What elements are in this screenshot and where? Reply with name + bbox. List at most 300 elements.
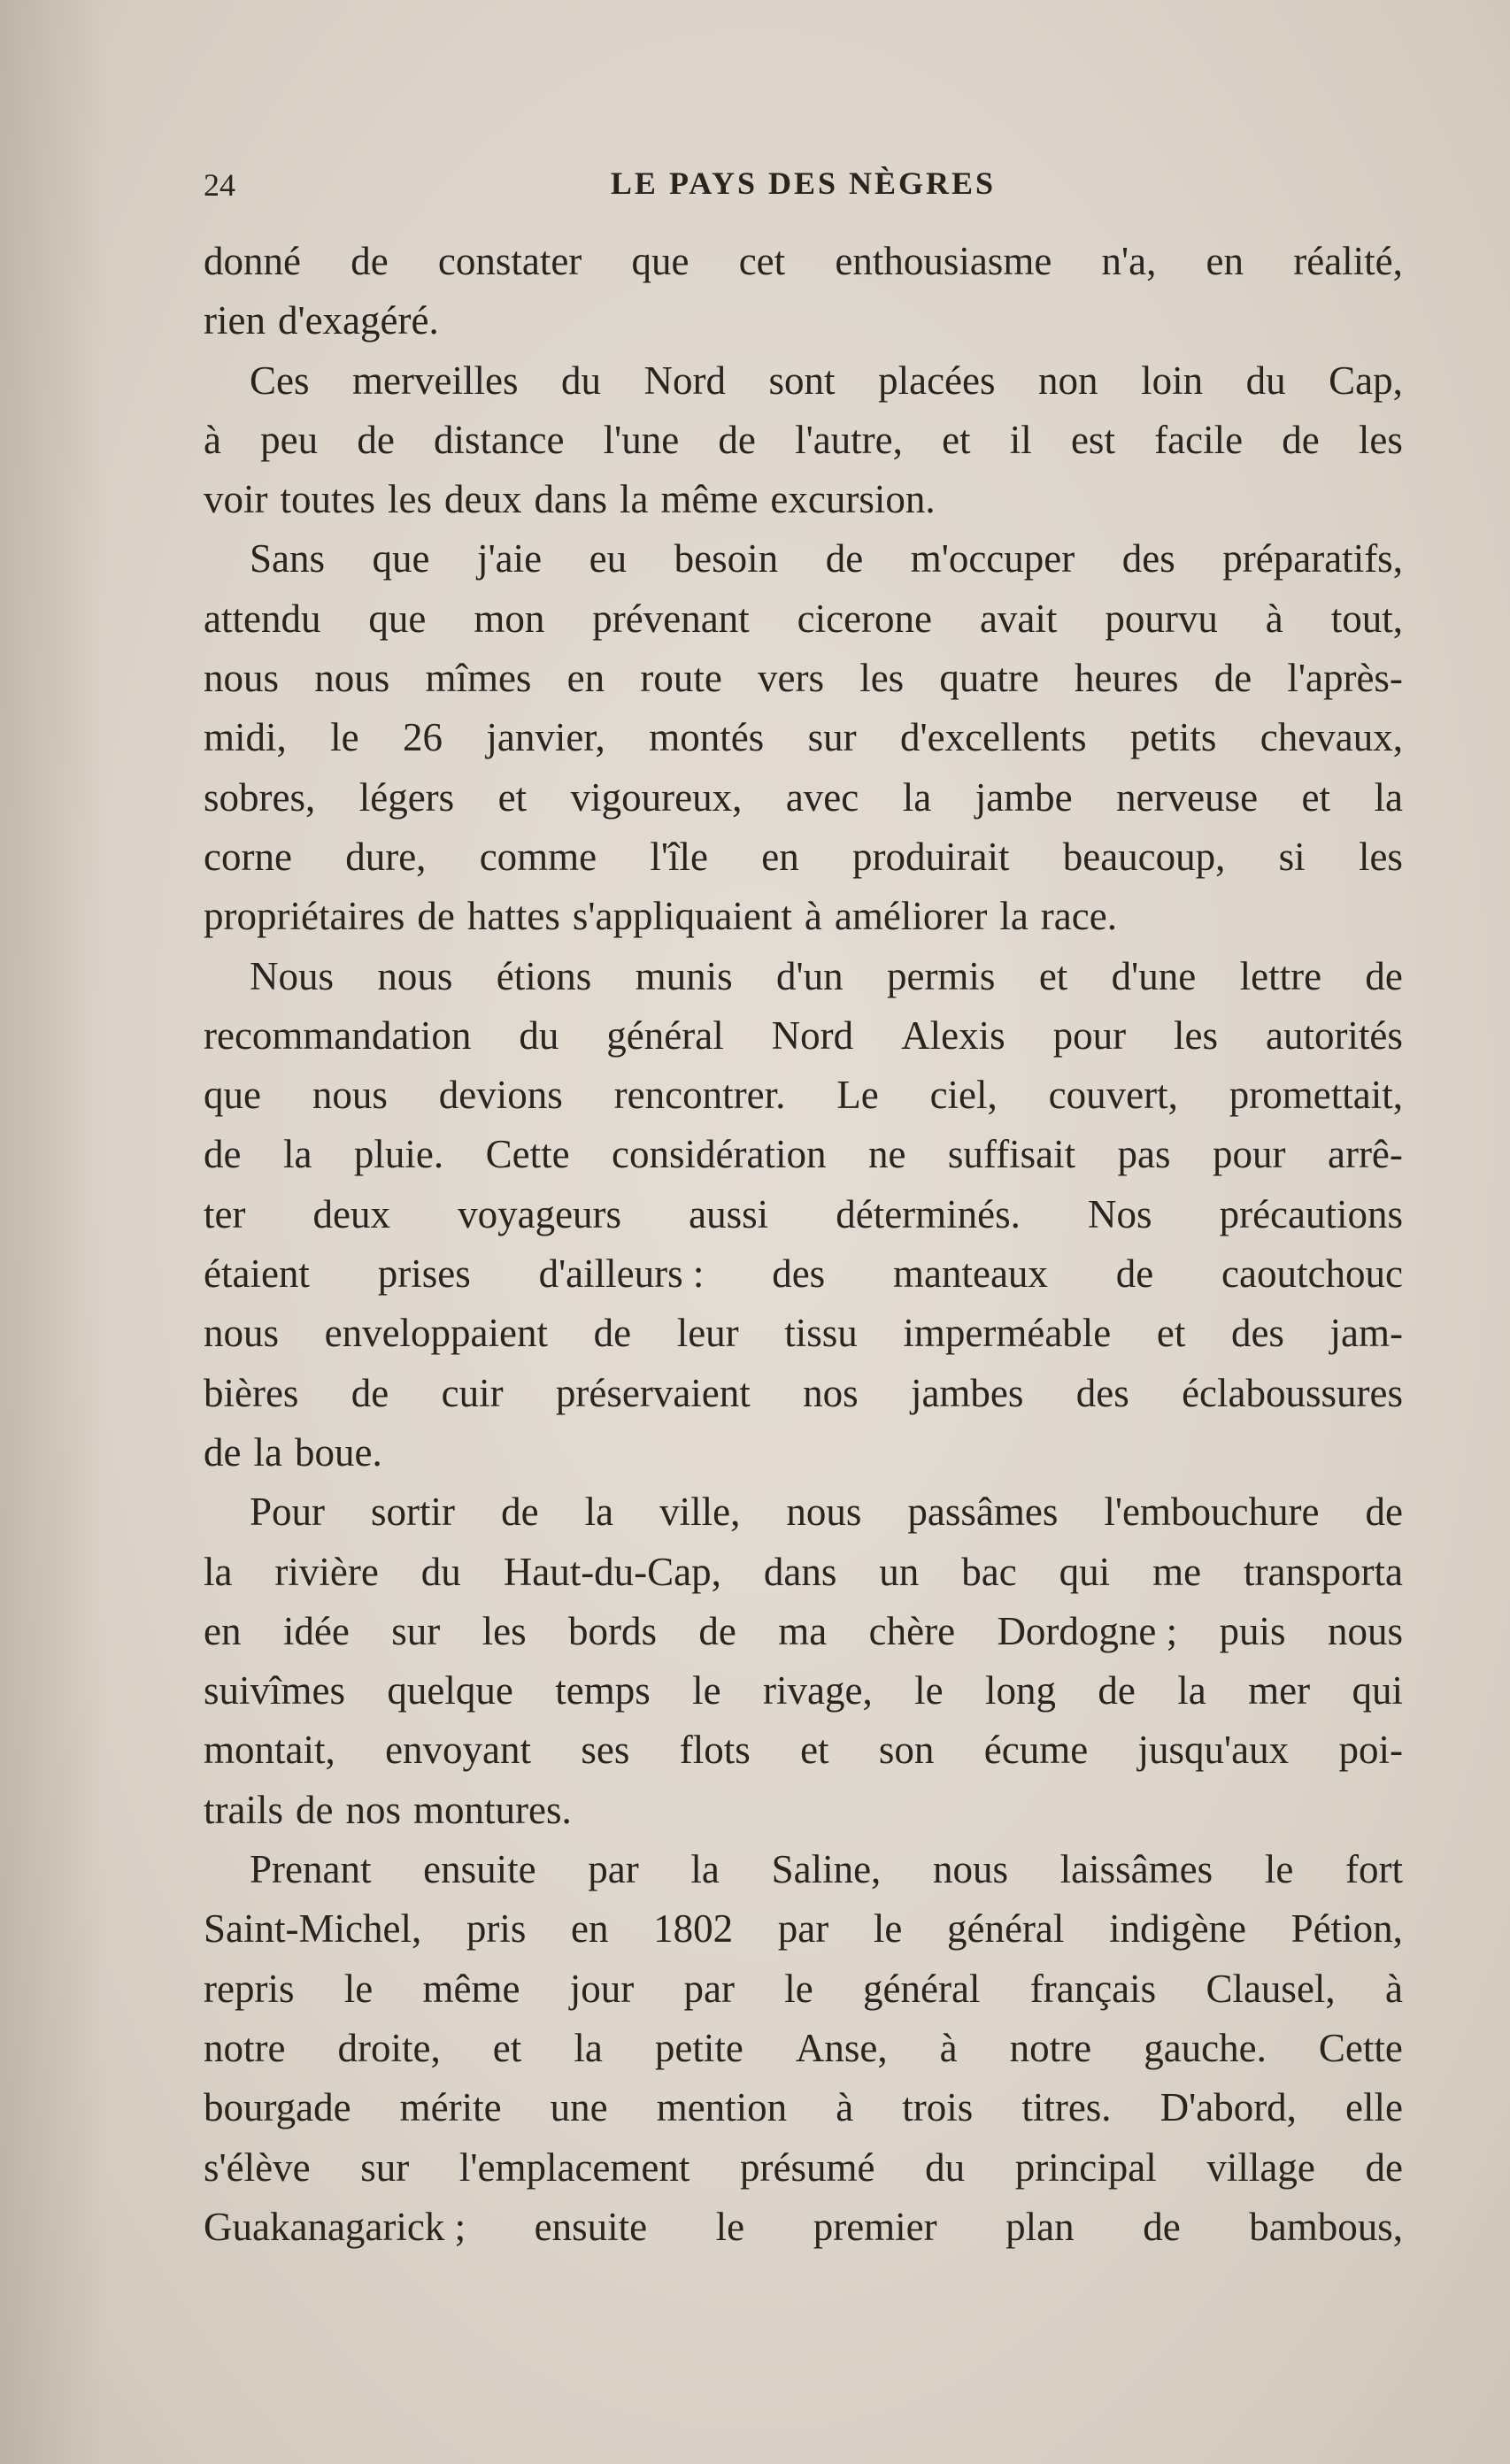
word: est	[1070, 417, 1115, 462]
word: corne	[204, 834, 292, 879]
running-title: LE PAYS DES NÈGRES	[610, 166, 997, 201]
word: à	[1265, 596, 1283, 641]
word: nerveuse	[1116, 774, 1259, 820]
word: enthousiasme	[835, 239, 1052, 283]
word: nous	[312, 1073, 388, 1118]
word: sortir	[371, 1490, 456, 1535]
page-number: 24	[204, 167, 235, 203]
word: jour	[569, 1966, 635, 2011]
word: de	[1365, 1490, 1403, 1535]
word: nous	[204, 1311, 280, 1356]
word: du	[925, 2144, 966, 2190]
word: hattes	[466, 894, 560, 939]
word: excursion.	[770, 477, 936, 522]
word: de	[1115, 1251, 1154, 1297]
word: facile	[1154, 417, 1244, 462]
word: 1802	[653, 1906, 734, 1952]
text-line	[204, 649, 1403, 708]
word: améliorer	[834, 894, 988, 939]
word: et	[800, 1728, 829, 1773]
text-line	[204, 529, 1403, 589]
word: par	[683, 1966, 735, 2011]
word: suffisait	[947, 1132, 1076, 1177]
word: pour	[1052, 1013, 1127, 1058]
word: 26	[403, 715, 443, 760]
word: un	[879, 1549, 920, 1594]
word: du	[1245, 358, 1286, 403]
text-line	[204, 1661, 1403, 1721]
word: de	[204, 1132, 242, 1177]
text-line	[204, 589, 1403, 649]
word: les	[482, 1608, 527, 1653]
word: de	[351, 1370, 389, 1415]
word: précautions	[1219, 1191, 1403, 1236]
word: non	[1038, 358, 1098, 403]
word: cet	[738, 239, 786, 283]
word: rivière	[274, 1549, 379, 1594]
word: nous	[1327, 1608, 1403, 1653]
word: Nord	[643, 358, 727, 403]
text-line	[204, 1899, 1403, 1959]
word: Cette	[1318, 2025, 1403, 2070]
word: s'appliquaient	[572, 894, 792, 939]
word: laissâmes	[1059, 1847, 1213, 1892]
word: pas	[1117, 1132, 1171, 1177]
text-line	[204, 1423, 1403, 1482]
word: Dordogne ;	[997, 1608, 1178, 1653]
word: peu	[260, 417, 319, 462]
word: quatre	[939, 656, 1039, 701]
word: de	[825, 536, 864, 581]
word: déterminés.	[836, 1191, 1021, 1236]
word: aussi	[689, 1191, 769, 1236]
word: la	[253, 1429, 282, 1475]
word: à	[204, 417, 221, 462]
word: ciel,	[929, 1073, 998, 1118]
word: Nous	[250, 953, 335, 998]
word: d'un	[776, 953, 844, 998]
word: les	[1358, 834, 1403, 879]
word: village	[1206, 2144, 1315, 2190]
word: si	[1278, 834, 1306, 879]
word: écume	[983, 1728, 1089, 1773]
word: propriétaires	[204, 894, 405, 939]
word: de	[593, 1311, 632, 1356]
text-line	[204, 1304, 1403, 1363]
word: la	[619, 477, 649, 522]
word: il	[1009, 417, 1032, 462]
word: ensuite	[423, 1847, 536, 1892]
word: notre	[1009, 2025, 1092, 2070]
word: trois	[902, 2085, 974, 2130]
word: le	[692, 1668, 721, 1713]
word: tissu	[784, 1311, 858, 1356]
word: recommandation	[204, 1013, 472, 1058]
word: éclaboussures	[1182, 1370, 1403, 1415]
page-header	[204, 159, 1403, 212]
word: merveilles	[352, 358, 519, 403]
text-line	[204, 291, 1403, 350]
word: prévenant	[592, 596, 750, 641]
text-line	[204, 708, 1403, 767]
word: avec	[785, 774, 859, 820]
word: général	[606, 1013, 724, 1058]
word: gauche.	[1144, 2025, 1267, 2070]
word: les	[1174, 1013, 1219, 1058]
text-line	[204, 768, 1403, 828]
word: pris	[466, 1906, 527, 1952]
word: bac	[961, 1549, 1017, 1594]
word: nous	[314, 656, 390, 701]
word: nos	[803, 1370, 859, 1415]
word: en	[761, 834, 799, 879]
word: flots	[679, 1728, 751, 1773]
word: jambes	[910, 1370, 1024, 1415]
word: que	[368, 596, 427, 641]
word: bords	[568, 1608, 657, 1653]
word: en	[571, 1906, 609, 1952]
word: préparatifs,	[1222, 536, 1403, 581]
word: la	[999, 894, 1028, 939]
word: mon	[474, 596, 545, 641]
word: le	[330, 715, 359, 760]
word: mérite	[399, 2085, 502, 2130]
word: arrê-	[1327, 1132, 1403, 1177]
word: deux	[444, 477, 522, 522]
word: munis	[635, 953, 733, 998]
word: Ces	[250, 358, 310, 403]
word: beaucoup,	[1062, 834, 1226, 879]
word: la	[204, 1549, 233, 1594]
word: les	[859, 656, 905, 701]
word: même	[660, 477, 759, 522]
word: général	[947, 1906, 1065, 1952]
word: de	[501, 1490, 539, 1535]
text-line	[204, 1781, 1403, 1840]
word: en	[566, 656, 605, 701]
word: des	[1075, 1370, 1129, 1415]
word: chevaux,	[1260, 715, 1403, 760]
word: repris	[204, 1966, 295, 2011]
word: dans	[534, 477, 607, 522]
word: la	[902, 774, 932, 820]
word: Saint-Michel,	[204, 1906, 422, 1952]
word: considération	[612, 1132, 827, 1177]
word: autorités	[1265, 1013, 1403, 1058]
word: notre	[204, 2025, 286, 2070]
word: le	[343, 1966, 374, 2011]
word: sont	[768, 358, 836, 403]
text-line	[204, 1244, 1403, 1304]
word: comme	[479, 834, 597, 879]
word: des	[1121, 536, 1175, 581]
word: et	[1156, 1311, 1186, 1356]
word: l'après-	[1287, 656, 1403, 701]
word: rien	[204, 298, 266, 343]
word: des	[772, 1251, 826, 1297]
word: le	[873, 1906, 903, 1952]
word: puis	[1219, 1608, 1286, 1653]
word: ensuite	[534, 2204, 648, 2249]
word: présumé	[740, 2144, 875, 2190]
word: une	[550, 2085, 608, 2130]
word: plan	[1005, 2204, 1075, 2249]
word: me	[1152, 1549, 1202, 1594]
word: que	[372, 536, 430, 581]
word: du	[420, 1549, 461, 1594]
word: Cap,	[1329, 358, 1403, 403]
text-line	[204, 1482, 1403, 1542]
word: de	[718, 417, 756, 462]
word: de	[1282, 417, 1320, 462]
word: ne	[867, 1132, 906, 1177]
word: enveloppaient	[324, 1311, 549, 1356]
word: en	[204, 1608, 242, 1653]
word: jam-	[1329, 1311, 1403, 1356]
word: n'a,	[1101, 239, 1157, 283]
word: pluie.	[353, 1132, 444, 1177]
word: nous	[786, 1490, 862, 1535]
text-line	[204, 1006, 1403, 1066]
word: vigoureux,	[570, 774, 743, 820]
word: la	[1177, 1668, 1206, 1713]
word: la	[282, 1132, 312, 1177]
word: imperméable	[903, 1311, 1112, 1356]
word: par	[588, 1847, 639, 1892]
text-line	[204, 470, 1403, 529]
word: les	[388, 477, 432, 522]
word: la	[584, 1490, 614, 1535]
word: couvert,	[1048, 1073, 1178, 1118]
word: en	[1206, 239, 1244, 283]
text-line	[204, 2078, 1403, 2137]
text-line	[204, 351, 1403, 411]
word: de	[295, 1787, 334, 1832]
word: ville,	[659, 1490, 741, 1535]
word: le	[1264, 1847, 1294, 1892]
word: chère	[868, 1608, 956, 1653]
word: D'abord,	[1159, 2085, 1297, 2130]
word: jambe	[975, 774, 1073, 820]
word: Pétion,	[1290, 1906, 1403, 1952]
word: Nord	[771, 1013, 854, 1058]
word: ma	[778, 1608, 828, 1653]
word: bambous,	[1249, 2204, 1403, 2249]
word: attendu	[204, 596, 321, 641]
word: de	[357, 417, 395, 462]
word: par	[777, 1906, 829, 1952]
word: du	[519, 1013, 559, 1058]
word: Pour	[250, 1490, 326, 1535]
word: ter	[204, 1191, 246, 1236]
word: voir	[204, 477, 268, 522]
word: de	[417, 894, 455, 939]
word: Anse,	[795, 2025, 888, 2070]
word: placées	[878, 358, 996, 403]
word: de	[351, 239, 389, 283]
word: suivîmes	[204, 1668, 346, 1713]
text-line	[204, 232, 1403, 291]
word: général	[863, 1966, 981, 2011]
word: rencontrer.	[613, 1073, 786, 1118]
word: idée	[282, 1608, 350, 1653]
text-line	[204, 2138, 1403, 2198]
word: français	[1029, 1966, 1157, 2011]
word: des	[1230, 1311, 1284, 1356]
text-line	[204, 1185, 1403, 1244]
word: mîmes	[425, 656, 532, 701]
word: produirait	[852, 834, 1010, 879]
word: et	[1301, 774, 1331, 820]
word: sobres,	[204, 774, 316, 820]
word: l'île	[650, 834, 708, 879]
word: vers	[758, 656, 824, 701]
word: poi-	[1338, 1728, 1403, 1773]
word: trails	[204, 1787, 283, 1832]
word: tout,	[1330, 596, 1403, 641]
word: mer	[1248, 1668, 1311, 1713]
word: Nos	[1087, 1191, 1152, 1236]
word: et	[1038, 953, 1068, 998]
word: à	[836, 2085, 854, 2130]
text-line	[204, 1602, 1403, 1661]
word: mention	[656, 2085, 788, 2130]
text-line	[204, 2019, 1403, 2078]
word: Sans	[250, 536, 326, 581]
word: l'une	[603, 417, 680, 462]
word: janvier,	[486, 715, 605, 760]
body-text	[204, 232, 1403, 2257]
word: besoin	[674, 536, 779, 581]
word: montait,	[204, 1728, 335, 1773]
word: distance	[434, 417, 565, 462]
word: Clausel,	[1206, 1966, 1336, 2011]
word: qui	[1352, 1668, 1403, 1713]
word: légers	[358, 774, 455, 820]
word: d'une	[1111, 953, 1197, 998]
word: constater	[437, 239, 582, 283]
word: race.	[1040, 894, 1117, 939]
word: et	[497, 774, 528, 820]
word: que	[204, 1073, 261, 1118]
word: de	[1098, 1668, 1136, 1713]
word: de	[1365, 2144, 1403, 2190]
word: deux	[312, 1191, 391, 1236]
page-shadow	[0, 0, 106, 2464]
word: droite,	[337, 2025, 441, 2070]
word: le	[784, 1966, 813, 2011]
word: Guakanagarick ;	[204, 2204, 466, 2249]
word: nos	[345, 1787, 401, 1832]
word: loin	[1141, 358, 1204, 403]
word: Cette	[485, 1132, 570, 1177]
word: ses	[581, 1728, 630, 1773]
word: premier	[813, 2204, 937, 2249]
word: montés	[649, 715, 765, 760]
word: à	[939, 2025, 958, 2070]
word: passâmes	[907, 1490, 1059, 1535]
word: long	[984, 1668, 1056, 1713]
word: Alexis	[901, 1013, 1005, 1058]
word: nous	[932, 1847, 1008, 1892]
word: la	[690, 1847, 720, 1892]
word: l'embouchure	[1104, 1490, 1320, 1535]
text-line	[204, 1066, 1403, 1125]
word: sur	[391, 1608, 441, 1653]
word: devions	[438, 1073, 563, 1118]
word: que	[631, 239, 690, 283]
word: étaient	[204, 1251, 310, 1297]
word: dans	[763, 1549, 837, 1594]
word: rivage,	[763, 1668, 873, 1713]
word: dure,	[345, 834, 427, 879]
word: heures	[1075, 656, 1179, 701]
word: prises	[377, 1251, 471, 1297]
word: jusqu'aux	[1137, 1728, 1290, 1773]
text-line	[204, 1543, 1403, 1602]
word: bières	[204, 1370, 299, 1415]
word: à	[804, 894, 822, 939]
word: de	[204, 1429, 242, 1475]
word: Prenant	[250, 1847, 372, 1892]
word: m'occuper	[910, 536, 1075, 581]
word: eu	[589, 536, 628, 581]
word: Le	[836, 1073, 879, 1118]
word: lettre	[1239, 953, 1322, 998]
word: pour	[1213, 1132, 1286, 1177]
word: quelque	[387, 1668, 513, 1713]
word: la	[574, 2025, 603, 2070]
word: de	[698, 1608, 736, 1653]
word: s'élève	[204, 2144, 311, 2190]
word: fort	[1344, 1847, 1403, 1892]
word: manteaux	[893, 1251, 1048, 1297]
text-line	[204, 1364, 1403, 1423]
word: voyageurs	[458, 1191, 622, 1236]
word: permis	[886, 953, 996, 998]
word: transporta	[1243, 1549, 1403, 1594]
word: donné	[204, 239, 301, 283]
word: principal	[1014, 2144, 1157, 2190]
word: les	[1358, 417, 1403, 462]
word: promettait,	[1229, 1073, 1403, 1118]
word: l'autre,	[795, 417, 903, 462]
word: réalité,	[1293, 239, 1403, 283]
text-line	[204, 1125, 1403, 1184]
word: d'excellents	[899, 715, 1087, 760]
word: et	[942, 417, 971, 462]
word: à	[1384, 1966, 1403, 2011]
word: caoutchouc	[1221, 1251, 1403, 1297]
text-line	[204, 1840, 1403, 1899]
word: j'aie	[477, 536, 543, 581]
word: petits	[1129, 715, 1217, 760]
word: du	[561, 358, 601, 403]
word: Saline,	[771, 1847, 882, 1892]
word: midi,	[204, 715, 287, 760]
word: leur	[676, 1311, 739, 1356]
text-line	[204, 411, 1403, 470]
text-line	[204, 828, 1403, 887]
text-line	[204, 887, 1403, 946]
word: le	[715, 2204, 745, 2249]
word: nous	[377, 953, 453, 998]
word: nous	[204, 656, 280, 701]
word: son	[878, 1728, 935, 1773]
word: préservaient	[555, 1370, 751, 1415]
word: bourgade	[204, 2085, 351, 2130]
word: l'emplacement	[458, 2144, 690, 2190]
